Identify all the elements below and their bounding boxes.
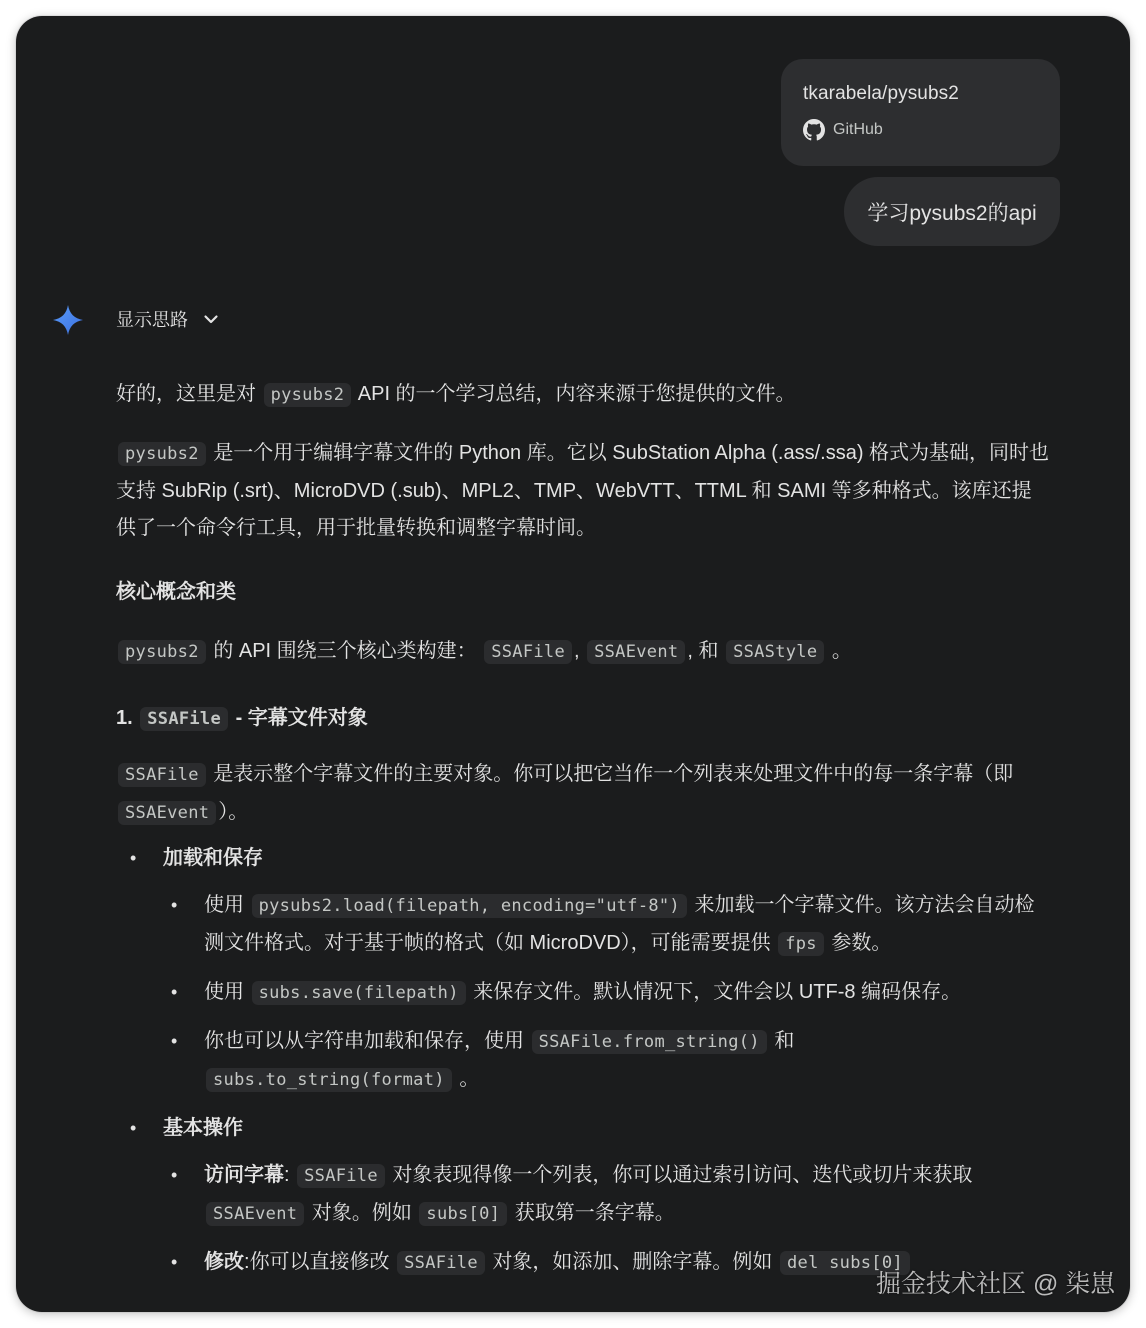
attachment-title: tkarabela/pysubs2 bbox=[803, 83, 959, 104]
attachment-card[interactable] bbox=[781, 59, 1060, 166]
inline-code: del subs[0] bbox=[780, 1251, 910, 1275]
list-item: • 你也可以从字符串加载和保存，使用 SSAFile.from_string() 和 subs.to_string(format) 。 bbox=[116, 1023, 874, 1099]
list-item: • 使用 subs.save(filepath) 来保存文件。默认情况下，文件会以 UTF-8 编码保存。 bbox=[116, 974, 1051, 1012]
inline-code: SSAFile bbox=[297, 1164, 385, 1188]
list-item bbox=[116, 1110, 1051, 1282]
inline-code: subs.to_string(format) bbox=[206, 1068, 452, 1092]
bullet-icon: • bbox=[171, 1252, 178, 1272]
inline-code: pysubs2 bbox=[118, 442, 206, 466]
list-item bbox=[116, 840, 1051, 1099]
list-item-title: 加载和保存 bbox=[163, 847, 263, 869]
inline-code: pysubs2 bbox=[118, 640, 206, 664]
inline-code: SSAStyle bbox=[726, 640, 824, 664]
bullet-icon: • bbox=[130, 1118, 137, 1138]
inline-code: subs.save(filepath) bbox=[252, 981, 466, 1005]
list-item: • 访问字幕: SSAFile 对象表现得像一个列表，你可以通过索引访问、迭代或切片来获取 SSAEvent 对象。例如 subs[0] 获取第一条字幕。 bbox=[116, 1157, 1051, 1233]
bullet-list bbox=[116, 840, 1051, 1282]
intro-paragraph: 好的，这里是对 pysubs2 API 的一个学习总结，内容来源于您提供的文件。 bbox=[116, 383, 796, 405]
github-icon bbox=[803, 119, 825, 141]
inline-code: fps bbox=[778, 932, 824, 956]
list-item: • 修改:你可以直接修改 SSAFile 对象，如添加、删除字幕。例如 del subs[0] bbox=[116, 1244, 1051, 1282]
inline-code: SSAEvent bbox=[587, 640, 685, 664]
section-heading: 核心概念和类 bbox=[116, 581, 236, 603]
inline-code: SSAFile bbox=[397, 1251, 485, 1275]
show-thoughts-toggle[interactable] bbox=[116, 306, 220, 332]
inline-code: SSAEvent bbox=[118, 801, 216, 825]
list-item-title: 基本操作 bbox=[163, 1117, 243, 1139]
chevron-down-icon bbox=[202, 310, 220, 328]
classes-paragraph: pysubs2 的 API 围绕三个核心类构建： SSAFile , SSAEvent , 和 SSAStyle 。 bbox=[116, 633, 1051, 671]
inline-code: SSAFile.from_string() bbox=[532, 1030, 767, 1054]
list-item: • 使用 pysubs2.load(filepath, encoding="utf-8") 来加载一个字幕文件。该方法会自动检测文件格式。对于基于帧的格式（如 MicroDVD），可能需要提供 fps 参数。 bbox=[116, 887, 1051, 963]
response-content bbox=[116, 376, 1051, 1293]
gemini-sparkle-icon bbox=[52, 304, 84, 336]
inline-code: pysubs2 bbox=[264, 383, 352, 407]
overview-paragraph: pysubs2 是一个用于编辑字幕文件的 Python 库。它以 SubStation Alpha (.ass/.ssa) 格式为基础，同时也支持 SubRip (.srt)、MicroDVD (.sub)、MPL2、TMP、WebVTT、TTML 和 SAMI 等多种格式。该库还提供了一个命令行工具，用于批量转换和调整字幕时间。 bbox=[116, 442, 1050, 539]
user-prompt-bubble bbox=[844, 177, 1060, 246]
bullet-icon: • bbox=[171, 1031, 178, 1051]
bullet-icon: • bbox=[171, 1165, 178, 1185]
inline-code: SSAFile bbox=[118, 763, 206, 787]
attachment-source-label: GitHub bbox=[833, 121, 883, 138]
watermark-text: 掘金技术社区 @ 柒崽 bbox=[876, 1270, 1116, 1298]
show-thoughts-label: 显示思路 bbox=[116, 310, 188, 330]
bullet-icon: • bbox=[171, 895, 178, 915]
inline-code: SSAEvent bbox=[206, 1202, 304, 1226]
inline-code: SSAFile bbox=[140, 707, 228, 731]
inline-code: pysubs2.load(filepath, encoding="utf-8") bbox=[252, 894, 687, 918]
ssafile-description: SSAFile 是表示整个字幕文件的主要对象。你可以把它当作一个列表来处理文件中的每一条字幕（即 SSAEvent ）。 bbox=[116, 756, 1051, 832]
user-prompt-text: 学习pysubs2的api bbox=[867, 201, 1037, 225]
inline-code: SSAFile bbox=[484, 640, 572, 664]
inline-code: subs[0] bbox=[419, 1202, 507, 1226]
attachment-source bbox=[803, 119, 883, 141]
bullet-icon: • bbox=[171, 982, 178, 1002]
chat-window bbox=[16, 16, 1130, 1312]
subsection-heading: 1. SSAFile - 字幕文件对象 bbox=[116, 707, 368, 729]
bullet-icon: • bbox=[130, 848, 137, 868]
